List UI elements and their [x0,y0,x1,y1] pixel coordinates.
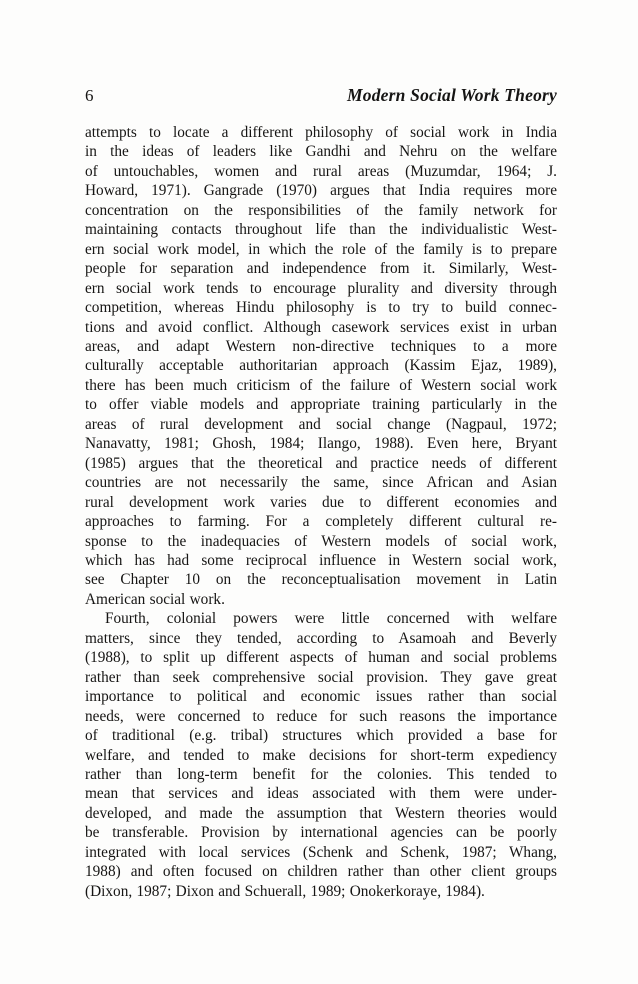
text-line: American social work. [85,590,225,608]
text-line: be transferable. Provision by international agencies can be poorly [85,824,557,842]
text-line: Howard, 1971). Gangrade (1970) argues that India requires more [85,182,557,200]
text-line: ern social work tends to encourage plurality and diversity through [85,279,557,297]
text-line: which has had some reciprocal influence in Western social work, [85,551,557,569]
text-line: welfare, and tended to make decisions for short-term expediency [85,746,557,764]
text-line: rather than seek comprehensive social provision. They gave great [85,668,557,686]
text-line: rather than long-term benefit for the colonies. This tended to [85,765,557,783]
text-line: of untouchables, women and rural areas (Muzumdar, 1964; J. [85,162,557,180]
text-line: culturally acceptable authoritarian approach (Kassim Ejaz, 1989), [85,357,557,375]
text-line: people for separation and independence from it. Similarly, West- [85,260,557,278]
text-line: countries are not necessarily the same, since African and Asian [85,474,557,492]
text-line: see Chapter 10 on the reconceptualisation movement in Latin [85,571,557,589]
text-line: areas of rural development and social change (Nagpaul, 1972; [85,415,557,433]
text-line: rural development work varies due to different economies and [85,493,557,511]
text-line: needs, were concerned to reduce for such reasons the importance [85,707,557,725]
text-line: developed, and made the assumption that Western theories would [85,804,557,822]
text-line: concentration on the responsibilities of the family network for [85,201,557,219]
text-line: (1985) argues that the theoretical and practice needs of different [85,454,557,472]
text-line: (Dixon, 1987; Dixon and Schuerall, 1989; Onokerkoraye, 1984). [85,882,485,900]
text-line: tions and avoid conflict. Although casework services exist in urban [85,318,557,336]
text-line: areas, and adapt Western non-directive techniques to a more [85,337,557,355]
page-number: 6 [85,86,94,105]
text-line: there has been much criticism of the failure of Western social work [85,376,557,394]
text-line: maintaining contacts throughout life than the individualistic West- [85,221,557,239]
text-line: importance to political and economic issues rather than social [85,688,557,706]
text-line: sponse to the inadequacies of Western models of social work, [85,532,557,550]
text-line: 1988) and often focused on children rather than other client groups [85,863,557,881]
text-line: Fourth, colonial powers were little concerned with welfare [105,610,557,628]
text-line: Nanavatty, 1981; Ghosh, 1984; Ilango, 1988). Even here, Bryant [85,435,557,453]
text-line: integrated with local services (Schenk and Schenk, 1987; Whang, [85,843,557,861]
body-text [85,123,557,901]
text-line: of traditional (e.g. tribal) structures which provided a base for [85,727,557,745]
running-header [85,85,557,106]
text-line: in the ideas of leaders like Gandhi and Nehru on the welfare [85,143,557,161]
text-line: attempts to locate a different philosophy of social work in India [85,124,557,141]
text-line: to offer viable models and appropriate training particularly in the [85,396,557,414]
text-line: matters, since they tended, according to Asamoah and Beverly [85,629,557,647]
text-line: approaches to farming. For a completely different cultural re- [85,513,557,531]
paragraph [85,123,557,609]
paragraph [85,609,557,901]
text-line: mean that services and ideas associated with them were under- [85,785,557,803]
text-line: ern social work model, in which the role of the family is to prepare [85,240,557,258]
text-line: (1988), to split up different aspects of human and social problems [85,649,557,667]
text-line: competition, whereas Hindu philosophy is to try to build connec- [85,299,557,317]
running-title: Modern Social Work Theory [347,85,557,105]
